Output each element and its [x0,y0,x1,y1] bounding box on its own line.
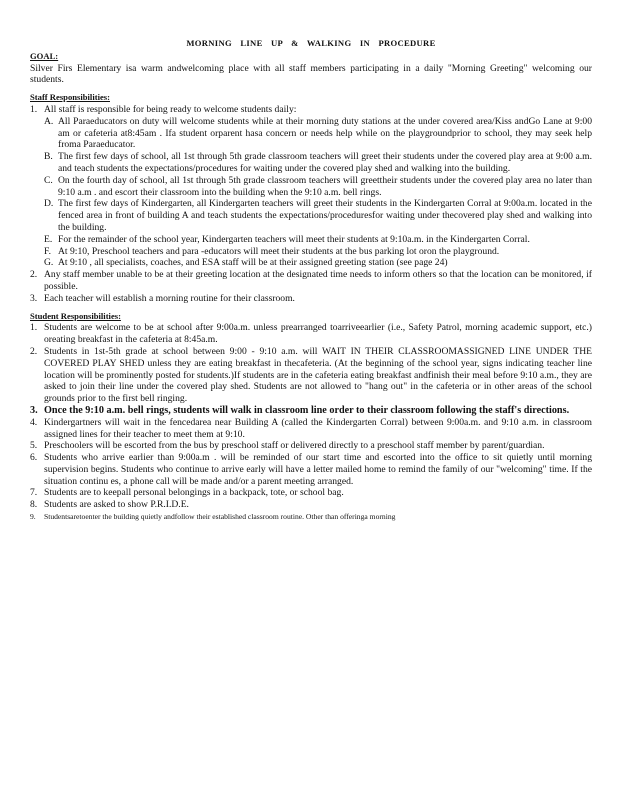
sub-text: On the fourth day of school, all 1st through 5th grade classroom teachers will greettheir students under the covered play area no later than 9:10 a.m . and escort their classroom into the building when the 9:10 a.m. bell rings. [58,174,592,198]
document-page [30,38,592,523]
item-text: Students are to keepall personal belongings in a backpack, tote, or school bag. [44,487,344,499]
item-number: 7. [30,487,38,499]
item-number: 2. [30,269,38,281]
goal-label: GOAL: [30,50,59,61]
sub-item [30,234,592,246]
item-text: Students are asked to show P.R.I.D.E. [44,499,189,511]
sub-item [30,257,592,269]
item-text: All staff is responsible for being ready to welcome students daily: [44,103,297,115]
list-item [30,452,592,487]
student-responsibilities-label: Student Responsibilities: [30,310,121,321]
item-text: Students who arrive earlier than 9:00a.m . will be reminded of our start time and escorted into the office to sit quietly until morning supervision begins. Students who continue to arrive early will have a letter mailed home to remind the family of our "welcoming" time. If the situation continu es, a phone call will be made and/or a parent meeting arranged. [44,452,592,487]
item-text: Kindergartners will wait in the fencedarea near Building A (called the Kindergarten Corral) between 9:00a.m. and 9:10 a.m. in classroom assigned lines for their teacher to meet them at 9:10. [44,416,592,440]
item-number: 8. [30,499,38,511]
staff-responsibilities-label: Staff Responsibilities: [30,92,110,103]
sub-text: For the remainder of the school year, Kindergarten teachers will meet their students at 9:10a.m. in the Kindergarten Corral. [58,233,530,245]
list-item [30,104,592,116]
list-item [30,269,592,293]
sub-item [30,175,592,199]
item-number: 1. [30,322,38,334]
item-number: 3. [30,292,38,304]
item-text: Preschoolers will be escorted from the bus by preschool staff or delivered directly to a preschool staff member by parent/guardian. [44,440,545,452]
sub-text: The first few days of school, all 1st through 5th grade classroom teachers will greet their students under the covered play area at 9:00 a.m. and teach students the expectations/procedures for waiting under the covered play shed and walking into the building. [58,151,592,174]
sub-letter: C. [44,174,53,186]
student-list [30,322,592,523]
sub-letter: B. [44,151,53,163]
list-item [30,322,592,346]
sub-letter: G. [44,257,54,269]
sub-item [30,151,592,175]
item-number: 5. [30,440,38,452]
item-text: Students in 1st-5th grade at school between 9:00 - 9:10 a.m. will WAIT IN THEIR CLASSROOMASSIGNED LINE UNDER THE COVERED PLAY SHED unless they are eating breakfast in thecafeteria. (At the beginning of the school year, signs indicating teacher line location will be prominently posted for students.)If students are in the cafeteria eating breakfast andfinish their meal before 9:10 a.m., they are asked to join their line under the covered play shed. Students are not allowed to "hang out" in the cafeteria or in other areas of the school grounds prior to the first bell ringing. [44,345,592,405]
item-number: 6. [30,452,38,464]
sub-text: At 9:10, Preschool teachers and para -educators will meet their students at the bus parking lot oron the playground. [58,245,500,257]
list-item [30,293,592,305]
goal-text: Silver Firs Elementary isa warm andwelcoming place with all staff members participating in a daily "Morning Greeting" welcoming our students. [30,62,592,86]
sub-letter: F. [44,245,51,257]
sub-item [30,246,592,258]
item-text: Each teacher will establish a morning routine for their classroom. [44,292,295,304]
sub-letter: E. [44,233,53,245]
staff-list [30,104,592,305]
sub-letter: A. [44,115,54,127]
item-text: Studentsaretoenter the building quietly andfollow their established classroom routine. Other than offeringa morning [44,512,396,522]
list-item [30,487,592,499]
item-text: Any staff member unable to be at their greeting location at the designated time needs to inform others so that the location can be monitored, if possible. [44,269,592,292]
item-number: 3. [30,404,38,416]
sub-item [30,198,592,233]
item-number: 9. [30,512,36,522]
list-item [30,511,592,523]
sub-text: The first few days of Kindergarten, all Kindergarten teachers will greet their students in the Kindergarten Corral at 9:00a.m. located in the fenced area in front of building A and teach students the expectations/proceduresfor waiting under thecovered play shed and walking into the building. [58,198,592,233]
sub-text: At 9:10 , all specialists, coaches, and ESA staff will be at their assigned greeting station (see page 24) [58,257,448,269]
item-number: 2. [30,345,38,357]
list-item [30,346,592,405]
item-text: Students are welcome to be at school after 9:00a.m. unless prearranged toarriveearlier (i.e., Safety Patrol, morning academic support, etc.) oreating breakfast in the cafeteria at 8:45a.m. [44,322,592,346]
document-title: MORNING LINE UP & WALKING IN PROCEDURE [186,38,436,48]
list-item [30,417,592,441]
item-number: 1. [30,103,38,115]
list-item [30,405,592,417]
sub-letter: D. [44,198,54,210]
item-number: 4. [30,416,38,428]
list-item [30,440,592,452]
list-item [30,499,592,511]
sub-text: All Paraeducators on duty will welcome students while at their morning duty stations at the under covered area/Kiss andGo Lane at 9:00 am or cafeteria at8:45am . Ifa student orparent hasa concern or needs help while on the playgroundprior to school, they may seek help froma Paraeducator. [58,115,592,151]
sub-item [30,116,592,151]
item-text: Once the 9:10 a.m. bell rings, students will walk in classroom line order to their classroom following the staff's directions. [44,404,570,416]
